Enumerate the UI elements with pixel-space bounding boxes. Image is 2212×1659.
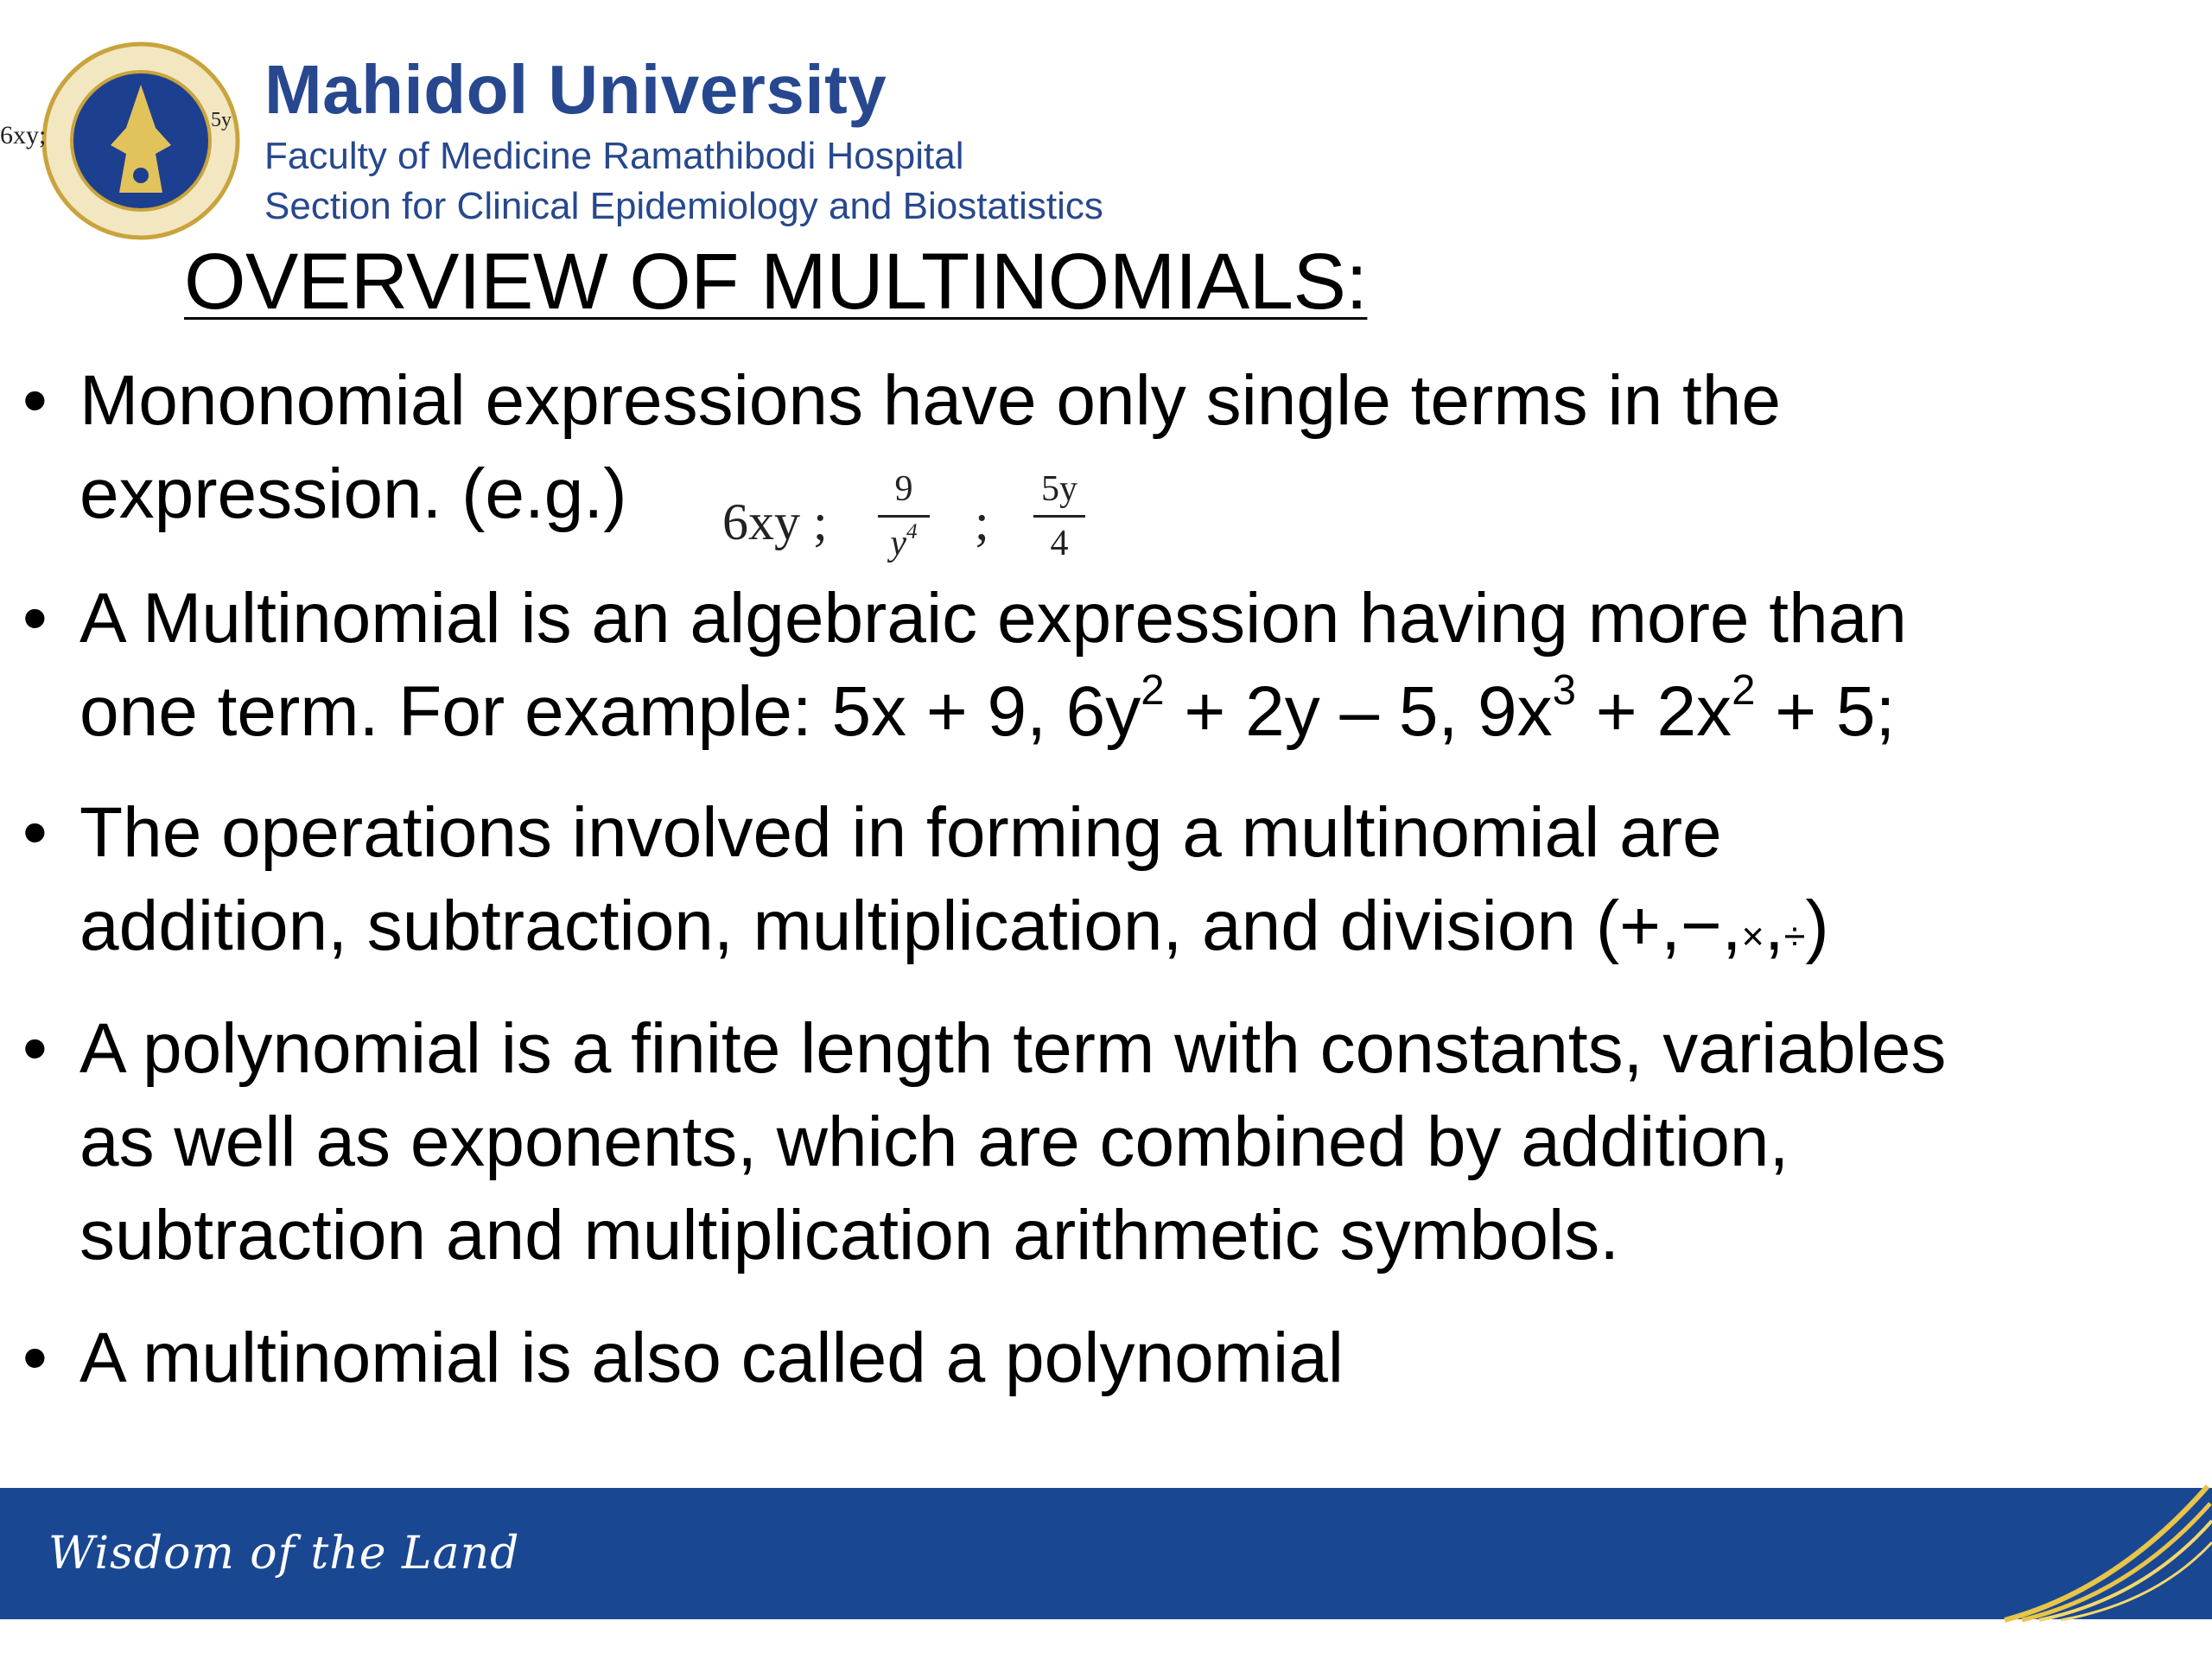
bullet-dot: • bbox=[22, 361, 48, 440]
bullet-line: The operations involved in forming a multinomial are bbox=[79, 793, 1722, 872]
logo-overlay-text: 6xy; bbox=[0, 121, 47, 149]
bullet-text bbox=[79, 572, 2188, 759]
bullet-text bbox=[79, 1312, 2188, 1405]
fraction-denominator bbox=[890, 520, 918, 563]
text-segment: one term. For example: 5x + 9, 6y bbox=[79, 672, 1141, 751]
bullet-line: Mononomial expressions have only single terms in the bbox=[79, 361, 1782, 440]
logo-overlay-right: 5y bbox=[211, 109, 232, 131]
bullet-text bbox=[79, 1002, 2188, 1282]
bullet-dot: • bbox=[22, 1319, 48, 1397]
footer-tagline: Wisdom of the Land bbox=[48, 1528, 520, 1580]
bullet-text bbox=[79, 354, 2188, 544]
exponent: 2 bbox=[1141, 666, 1165, 715]
faculty-name: Faculty of Medicine Ramathibodi Hospital bbox=[264, 135, 964, 177]
text-segment: ) bbox=[1805, 887, 1829, 965]
bullet-line-with-symbols bbox=[79, 880, 2188, 983]
text-segment: addition, subtraction, multiplication, and division (+,−, bbox=[79, 887, 1742, 965]
exponent: 2 bbox=[1732, 666, 1756, 715]
bullet-dot: • bbox=[22, 793, 48, 872]
example-fraction-1 bbox=[878, 467, 930, 566]
example-fraction-2 bbox=[1033, 467, 1085, 566]
bullet-dot: • bbox=[22, 579, 48, 658]
bullet-line: expression. (e.g.) bbox=[79, 454, 627, 533]
bullet-line: A multinomial is also called a polynomial bbox=[79, 1319, 1344, 1397]
divide-symbol: ÷ bbox=[1783, 914, 1806, 958]
bullet-text bbox=[79, 786, 2188, 983]
university-name: Mahidol University bbox=[264, 51, 887, 128]
example-separator: ; bbox=[975, 493, 989, 550]
times-symbol: × bbox=[1741, 914, 1764, 958]
text-segment: + 2x bbox=[1576, 672, 1732, 751]
fraction-bar bbox=[1033, 515, 1085, 518]
exponent: 3 bbox=[1552, 666, 1576, 715]
header-block bbox=[264, 48, 1103, 232]
example-monomial: 6xy ; bbox=[722, 493, 828, 550]
text-segment: + 2y – 5, 9x bbox=[1164, 672, 1553, 751]
fraction-bar bbox=[878, 515, 930, 518]
gold-swoosh-decoration bbox=[1987, 1469, 2212, 1624]
mahidol-seal-logo bbox=[41, 41, 240, 240]
bullet-dot: • bbox=[22, 1009, 48, 1088]
bullet-line: as well as exponents, which are combined by addition, bbox=[79, 1103, 1789, 1181]
bullet-line: A polynomial is a finite length term with constants, variables bbox=[79, 1009, 1947, 1088]
text-segment: + 5; bbox=[1755, 672, 1896, 751]
fraction-numerator: 5y bbox=[1041, 469, 1077, 509]
denominator-exponent: 4 bbox=[906, 520, 918, 544]
fraction-numerator: 9 bbox=[894, 469, 913, 509]
slide-title: OVERVIEW OF MULTINOMIALS: bbox=[184, 238, 1368, 326]
bullet-line: A Multinomial is an algebraic expression having more than bbox=[79, 579, 1907, 658]
denominator-base: y bbox=[890, 524, 907, 563]
fraction-denominator: 4 bbox=[1050, 524, 1069, 563]
section-name: Section for Clinical Epidemiology and Biostatistics bbox=[264, 185, 1103, 227]
bullet-line: subtraction and multiplication arithmetic symbols. bbox=[79, 1196, 1619, 1274]
bullet-line-with-exponents bbox=[79, 665, 2188, 759]
text-segment: , bbox=[1764, 887, 1784, 965]
